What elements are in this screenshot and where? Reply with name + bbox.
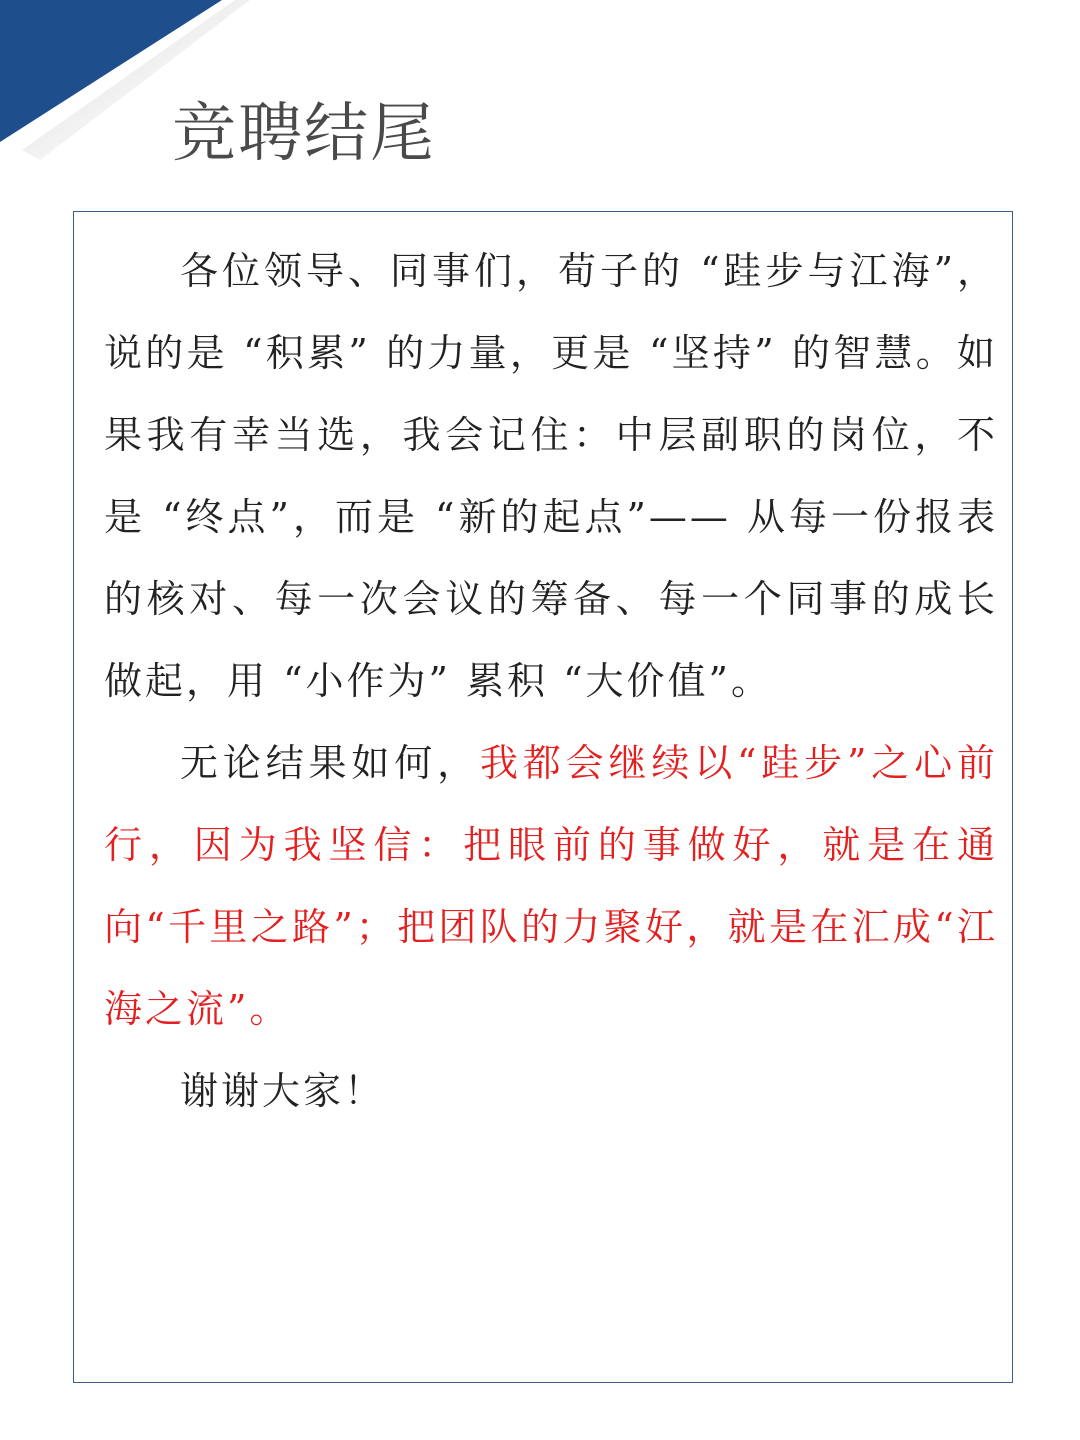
- paragraph-1: 各位领导、同事们，荀子的 “跬步与江海”，说的是 “积累” 的力量，更是 “坚持” 的智慧。如果我有幸当选，我会记住：中层副职的岗位，不是 “终点”，而是 “新的起点”—— 从每一份报表的核对、每一次会议的筹备、每一个同事的成长做起，用 “小作为” 累积 “大价值”。: [104, 249, 998, 703]
- paragraph-2: [104, 722, 998, 1050]
- paragraph-2-highlight: 我都会继续以“跬步”之心前行，因为我坚信：把眼前的事做好，就是在通向“千里之路”；把团队的力聚好，就是在汇成“江海之流”。: [104, 741, 998, 1031]
- closing-thanks: 谢谢大家！: [180, 1069, 386, 1113]
- paragraph-2-plain: 无论结果如何，: [180, 741, 480, 785]
- speech-body: [104, 230, 998, 1132]
- page-title: 竞聘结尾: [172, 97, 436, 171]
